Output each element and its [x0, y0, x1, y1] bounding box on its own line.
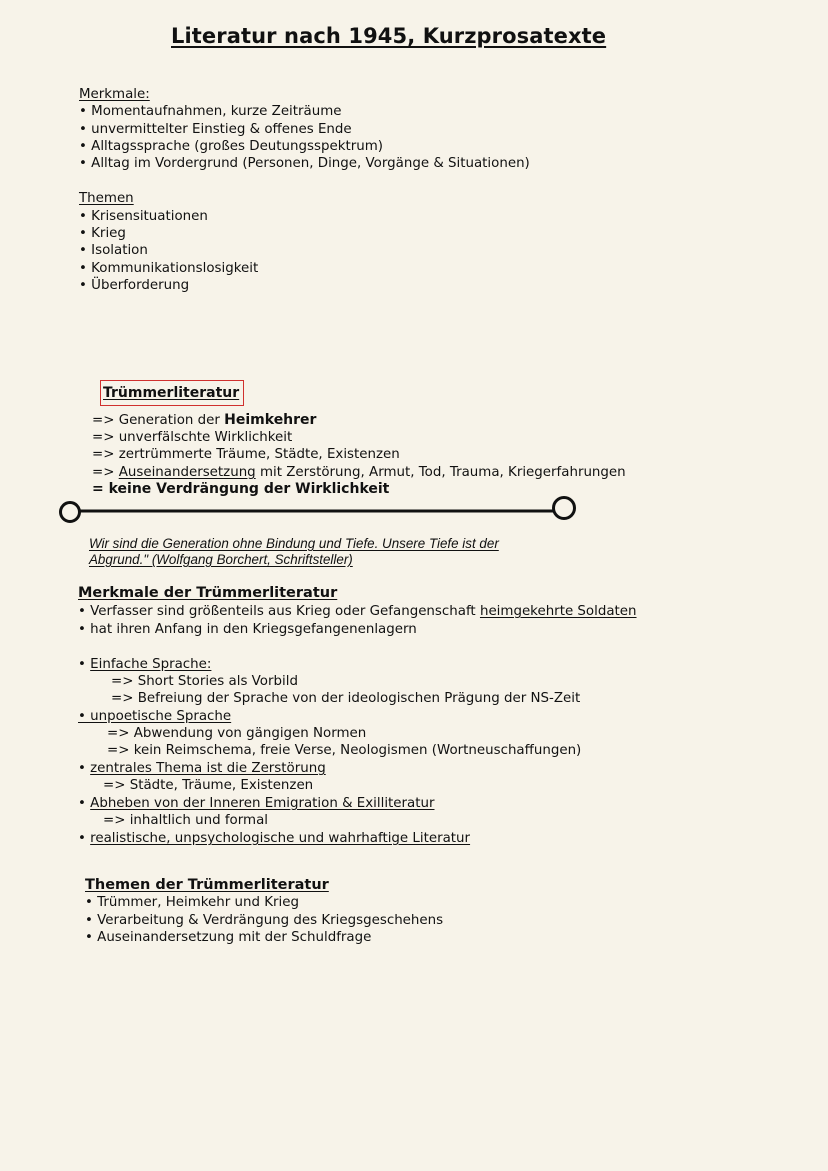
list-item: • Überforderung: [79, 278, 190, 293]
list-item: • Alltagssprache (großes Deutungsspektrum): [79, 139, 383, 154]
list-item-bullet: •: [78, 657, 91, 672]
list-item-underlined: realistische, unpsychologische und wahrhaftige Literatur: [90, 831, 471, 846]
truemmer-line-2: => unverfälschte Wirklichkeit: [92, 430, 293, 445]
quote-line-1: Wir sind die Generation ohne Bindung und Tiefe. Unsere Tiefe ist der: [89, 536, 499, 551]
list-item-text: • Verfasser sind größenteils aus Krieg oder Gefangenschaft: [78, 604, 480, 619]
list-item: • Auseinandersetzung mit der Schuldfrage: [85, 930, 372, 945]
list-item: • unvermittelter Einstieg & offenes Ende: [79, 122, 352, 137]
list-item-underlined: Abheben von der Inneren Emigration & Exilliteratur: [90, 796, 435, 811]
list-item: • Kommunikationslosigkeit: [79, 261, 259, 276]
list-item: • unpoetische Sprache: [78, 709, 232, 724]
list-item: • Verarbeitung & Verdrängung des Kriegsgeschehens: [85, 913, 444, 928]
sub-item: => Short Stories als Vorbild: [111, 674, 298, 689]
list-item-underlined: heimgekehrte Soldaten: [479, 604, 637, 619]
merkmale-heading: Merkmale:: [79, 87, 150, 102]
truemmer-line-1: [92, 412, 316, 429]
list-item-underlined: Einfache Sprache:: [90, 657, 212, 672]
merkmale-tl-heading: Merkmale der Trümmerliteratur: [78, 585, 338, 601]
list-item: [78, 795, 435, 812]
truemmer-line-1-bold: Heimkehrer: [224, 412, 317, 428]
list-item-bullet: •: [78, 796, 91, 811]
list-item: [78, 760, 326, 777]
truemmer-line-3: => zertrümmerte Träume, Städte, Existenzen: [92, 447, 400, 462]
themen-tl-heading: Themen der Trümmerliteratur: [85, 877, 329, 893]
truemmer-heading: Trümmerliteratur: [103, 385, 240, 401]
truemmer-line-5: = keine Verdrängung der Wirklichkeit: [92, 481, 390, 497]
sub-item: => Abwendung von gängigen Normen: [107, 726, 367, 741]
list-item: • Krisensituationen: [79, 209, 208, 224]
list-item: • Isolation: [79, 243, 148, 258]
sub-item: => Städte, Träume, Existenzen: [103, 778, 314, 793]
list-item-underlined: zentrales Thema ist die Zerstörung: [90, 761, 326, 776]
sub-item: => Befreiung der Sprache von der ideologischen Prägung der NS-Zeit: [111, 691, 581, 706]
list-item-bullet: •: [78, 831, 91, 846]
list-item: • Momentaufnahmen, kurze Zeiträume: [79, 104, 342, 119]
list-item: [78, 830, 470, 847]
list-item: • Trümmer, Heimkehr und Krieg: [85, 895, 300, 910]
sub-item: => inhaltlich und formal: [103, 813, 268, 828]
divider-line: [56, 496, 580, 524]
list-item: • Krieg: [79, 226, 126, 241]
list-item: • Alltag im Vordergrund (Personen, Dinge, Vorgänge & Situationen): [79, 156, 530, 171]
truemmer-heading-box: [100, 380, 244, 406]
truemmer-line-4: [92, 464, 626, 481]
list-item: • hat ihren Anfang in den Kriegsgefangenenlagern: [78, 622, 417, 637]
sub-item: => kein Reimschema, freie Verse, Neologismen (Wortneuschaffungen): [107, 743, 582, 758]
list-item: [78, 603, 637, 620]
list-item: [78, 656, 211, 673]
page-title: Literatur nach 1945, Kurzprosatexte: [171, 24, 607, 48]
truemmer-line-4-underlined: Auseinandersetzung: [118, 465, 256, 480]
truemmer-line-4-prefix: =>: [92, 465, 119, 480]
list-item-bullet: •: [78, 761, 91, 776]
quote-line-2: Abgrund." (Wolfgang Borchert, Schriftsteller): [89, 552, 353, 567]
themen-heading: Themen: [79, 191, 134, 206]
truemmer-line-4-rest: mit Zerstörung, Armut, Tod, Trauma, Kriegerfahrungen: [255, 465, 626, 480]
truemmer-line-1-text: => Generation der: [92, 413, 225, 428]
